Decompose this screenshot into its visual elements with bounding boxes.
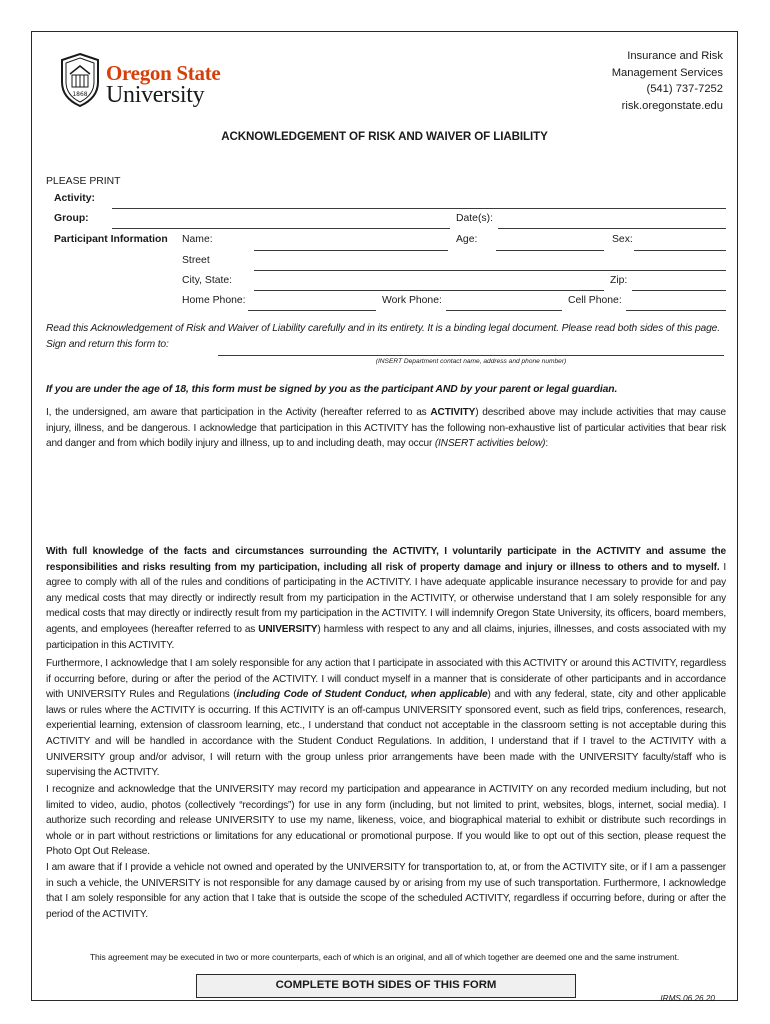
contact-line: Management Services xyxy=(611,66,723,79)
paragraph-assumption-of-risk xyxy=(46,544,726,653)
minor-notice: If you are under the age of 18, this form must be signed by you as the participant AND by your parent or legal guardian. xyxy=(46,384,618,395)
logo-wordmark-bottom: University xyxy=(106,82,205,108)
p2-university-term: UNIVERSITY xyxy=(258,623,318,635)
group-field[interactable] xyxy=(112,228,450,229)
p2-text: I agree to comply with all of the rules and conditions of participating in the ACTIVITY. I have adequate applicable insurance necessary to provide for and pay any medical costs that may directly or indirectly result from my participation in the ACTIVITY, or otherwise understand that I am solely responsible for any medical costs that may directly or indirectly result from my participation in the ACTIVITY. I will indemnify Oregon State University, its officers, board members, agents, and employees (hereafter referred to as xyxy=(46,561,727,635)
contact-line: Insurance and Risk xyxy=(627,50,723,62)
zip-field[interactable] xyxy=(632,290,726,291)
name-field[interactable] xyxy=(254,250,448,251)
paragraph-transportation: I am aware that if I provide a vehicle not owned and operated by the UNIVERSITY for transportation to, at, or from the ACTIVITY site, or if I am a passenger in such a vehicle, the UNIVERSITY is not responsible for any damage caused by or arising from my use of such transportation. Furthermore, I acknowledge that I am solely responsible for any action that I take that is outside the scope of the scheduled ACTIVITY, regardless if occurring before, during or after the period of the ACTIVITY. xyxy=(46,862,726,920)
age-label: Age: xyxy=(456,234,478,245)
osu-logo xyxy=(58,52,238,114)
university-seal-icon xyxy=(58,52,102,108)
dates-field[interactable] xyxy=(498,228,726,229)
paragraph-conduct xyxy=(46,656,726,781)
p2-bold-statement: With full knowledge of the facts and circumstances surrounding the ACTIVITY, I voluntarily participate in the ACTIVITY and assume the responsibilities and risks resulting from my participation, including all risk of property damage and injury or illness to others and to myself. xyxy=(46,546,726,573)
p2-text: ) harmless with respect to any and all claims, injuries, illnesses, and costs associated with my participation in this ACTIVITY. xyxy=(46,623,726,651)
name-label: Name: xyxy=(182,234,213,245)
sex-field[interactable] xyxy=(634,250,726,251)
city-state-label: City, State: xyxy=(182,275,233,286)
please-print-label: PLEASE PRINT xyxy=(46,176,121,187)
insert-caption: (INSERT Department contact name, address and phone number) xyxy=(375,358,567,365)
paragraph-recordings: I recognize and acknowledge that the UNIVERSITY may record my participation and appearance in ACTIVITY on any recorded medium including, but not limited to video, audio, photos (collectively “recordings”) for use in any form (including, but not limited to print, websites, blogs, internet, social media). I authorize such recording and release UNIVERSITY to use my name, likeness, voice, and biographical material to exhibit or distribute such recordings in whole or in part without restrictions or limitations for any educational or promotional purpose. If you would like to opt out of this section, please request the Photo Opt Out Release. xyxy=(46,784,726,858)
work-phone-field[interactable] xyxy=(446,310,562,311)
group-label: Group: xyxy=(54,213,89,224)
city-state-field[interactable] xyxy=(254,290,604,291)
p3-code-reference: including Code of Student Conduct, when applicable xyxy=(236,689,488,701)
p1-colon: : xyxy=(545,438,548,450)
work-phone-label: Work Phone: xyxy=(382,295,442,306)
document-title: ACKNOWLEDGEMENT OF RISK AND WAIVER OF LIABILITY xyxy=(221,130,548,143)
p1-activity-term: ACTIVITY xyxy=(430,407,476,418)
dates-label: Date(s): xyxy=(456,213,493,224)
paragraph-activity-risk xyxy=(46,405,726,452)
read-notice: Read this Acknowledgement of Risk and Waiver of Liability carefully and in its entirety. It is a binding legal document. Please read both sides of this page. Sign and return this form to: xyxy=(46,323,720,350)
seal-year: 1868 xyxy=(72,91,88,98)
home-phone-field[interactable] xyxy=(248,310,376,311)
age-field[interactable] xyxy=(496,250,604,251)
sex-label: Sex: xyxy=(612,234,633,245)
return-to-field[interactable] xyxy=(218,355,724,356)
contact-website[interactable]: risk.oregonstate.edu xyxy=(621,99,723,112)
activity-field[interactable] xyxy=(112,208,726,209)
counterparts-note: This agreement may be executed in two or more counterparts, each of which is an original, and all of which together are deemed one and the same instrument. xyxy=(89,952,680,962)
document-code: IRMS 06.26.20 xyxy=(660,994,715,1003)
p1-insert-note: (INSERT activities below) xyxy=(434,438,546,450)
complete-both-sides-banner: COMPLETE BOTH SIDES OF THIS FORM xyxy=(196,974,576,998)
zip-label: Zip: xyxy=(610,275,628,286)
form-page xyxy=(31,31,738,1001)
participant-information-label: Participant Information xyxy=(54,234,168,245)
p3-text: ) and with any federal, state, city and other applicable laws or rules where the ACTIVITY is occurring. If this ACTIVITY is an off-campus UNIVERSITY sponsored event, such as field trips, conferences, research, experiential learning, extension of classroom learning, etc., I understand that conduct not acceptable in the classroom setting is not acceptable during this ACTIVITY and will be handled in accordance with the Student Conduct Regulations. In addition, I understand that if I travel to the ACTIVITY with a UNIVERSITY group and/or advisor, I will return with the group unless prior arrangements have been made with the UNIVERSITY faculty/staff who is supervising the ACTIVITY. xyxy=(46,689,726,779)
cell-phone-field[interactable] xyxy=(626,310,726,311)
logo-wordmark-top: Oregon State xyxy=(106,61,221,85)
p1-text: ) described above may include activities that may cause injury, illness, and be dangerous. I acknowledge that participation in this ACTIVITY has the following non-exhaustive list of particular activities that bear risk and danger and from which bodily injury and illness, up to and including death, may occur xyxy=(46,407,726,450)
cell-phone-label: Cell Phone: xyxy=(568,295,622,306)
street-label: Street xyxy=(182,255,210,266)
contact-phone: (541) 737-7252 xyxy=(646,83,723,96)
p1-text: I, the undersigned, am aware that participation in the Activity (hereafter referred to as xyxy=(46,407,431,418)
street-field[interactable] xyxy=(254,270,726,271)
activities-list-area[interactable] xyxy=(46,454,726,542)
department-contact xyxy=(612,48,723,114)
home-phone-label: Home Phone: xyxy=(182,295,246,306)
activity-label: Activity: xyxy=(54,193,95,204)
p3-text: Furthermore, I acknowledge that I am solely responsible for any action that I participate in associated with this ACTIVITY or around this ACTIVITY, regardless if occurring before, during or after the period of the ACTIVITY. I will conduct myself in a manner that is considerate of other participants and in accordance with UNIVERSITY Rules and Regulations ( xyxy=(46,658,726,701)
